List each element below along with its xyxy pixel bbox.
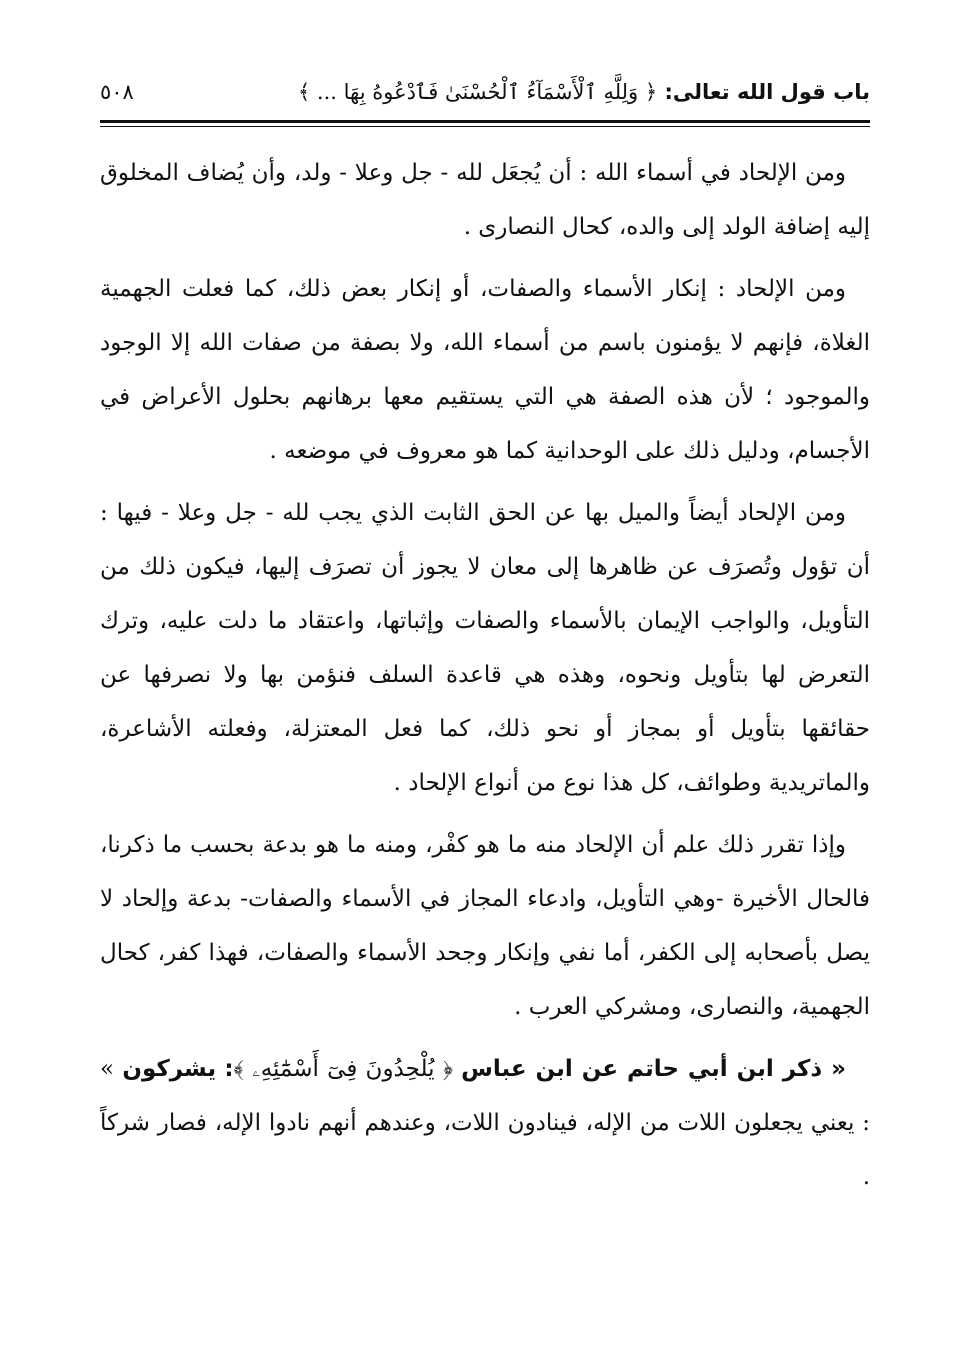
chapter-title-prefix: باب قول الله تعالى:: [664, 80, 870, 104]
page-body: [100, 146, 870, 1204]
narration-explanation: : يعني يجعلون اللات من الإله، فينادون اللات، وعندهم أنهم نادوا الإله، فصار شركاً .: [100, 1110, 870, 1190]
chapter-title-verse: ﴿ وَلِلَّهِ ٱلْأَسْمَآءُ ٱلْحُسْنَىٰ فَٱدْعُوهُ بِهَا ... ﴾: [297, 80, 658, 104]
narration-close-mark: »: [100, 1056, 115, 1082]
chapter-title: [298, 80, 870, 104]
header-rule-thin: [100, 126, 870, 127]
narration-verse: ﴿ يُلْحِدُونَ فِىٓ أَسْمَٰٓئِهِۦ ﴾: [233, 1056, 453, 1082]
paragraph: ومن الإلحاد أيضاً والميل بها عن الحق الثابت الذي يجب لله - جل وعلا - فيها : أن تؤول وتُصرَف عن ظاهرها إلى معان لا يجوز أن تصرَف إليها، فيكون ذلك من التأويل، والواجب الإيمان بالأسماء والصفات وإثباتها، واعتقاد ما دلت عليه، وترك التعرض لها بتأويل ونحوه، وهذه هي قاعدة السلف فنؤمن بها ولا نصرفها عن حقائقها بتأويل أو بمجاز أو نحو ذلك، كما فعل المعتزلة، وفعلته الأشاعرة، والماتريدية وطوائف، كل هذا نوع من أنواع الإلحاد .: [100, 500, 870, 796]
narration-intro: « ذكر ابن أبي حاتم عن ابن عباس: [461, 1056, 846, 1082]
quoted-narration: [100, 1042, 870, 1204]
header-rule-thick: [100, 120, 870, 123]
narration-colon: :: [224, 1056, 234, 1082]
paragraph: ومن الإلحاد : إنكار الأسماء والصفات، أو إنكار بعض ذلك، كما فعلت الجهمية الغلاة، فإنهم لا يؤمنون باسم من أسماء الله، ولا بصفة من صفات الله إلا الوجود والموجود ؛ لأن هذه الصفة هي التي يستقيم معها برهانهم بحلول الأعراض في الأجسام، ودليل ذلك على الوحدانية كما هو معروف في موضعه .: [100, 276, 870, 464]
page-header: [100, 72, 870, 112]
page-number: ٥٠٨: [100, 80, 134, 104]
paragraph: وإذا تقرر ذلك علم أن الإلحاد منه ما هو كفْر، ومنه ما هو بدعة بحسب ما ذكرنا، فالحال الأخيرة -وهي التأويل، وادعاء المجاز في الأسماء والصفات- بدعة وإلحاد لا يصل بأصحابه إلى الكفر، أما نفي وإنكار وجحد الأسماء والصفات، فهذا كفر، كحال الجهمية، والنصارى، ومشركي العرب .: [100, 832, 870, 1020]
paragraph: ومن الإلحاد في أسماء الله : أن يُجعَل لله - جل وعلا - ولد، وأن يُضاف المخلوق إليه إضافة الولد إلى والده، كحال النصارى .: [100, 160, 870, 240]
narration-bold-word: يشركون: [122, 1056, 217, 1082]
